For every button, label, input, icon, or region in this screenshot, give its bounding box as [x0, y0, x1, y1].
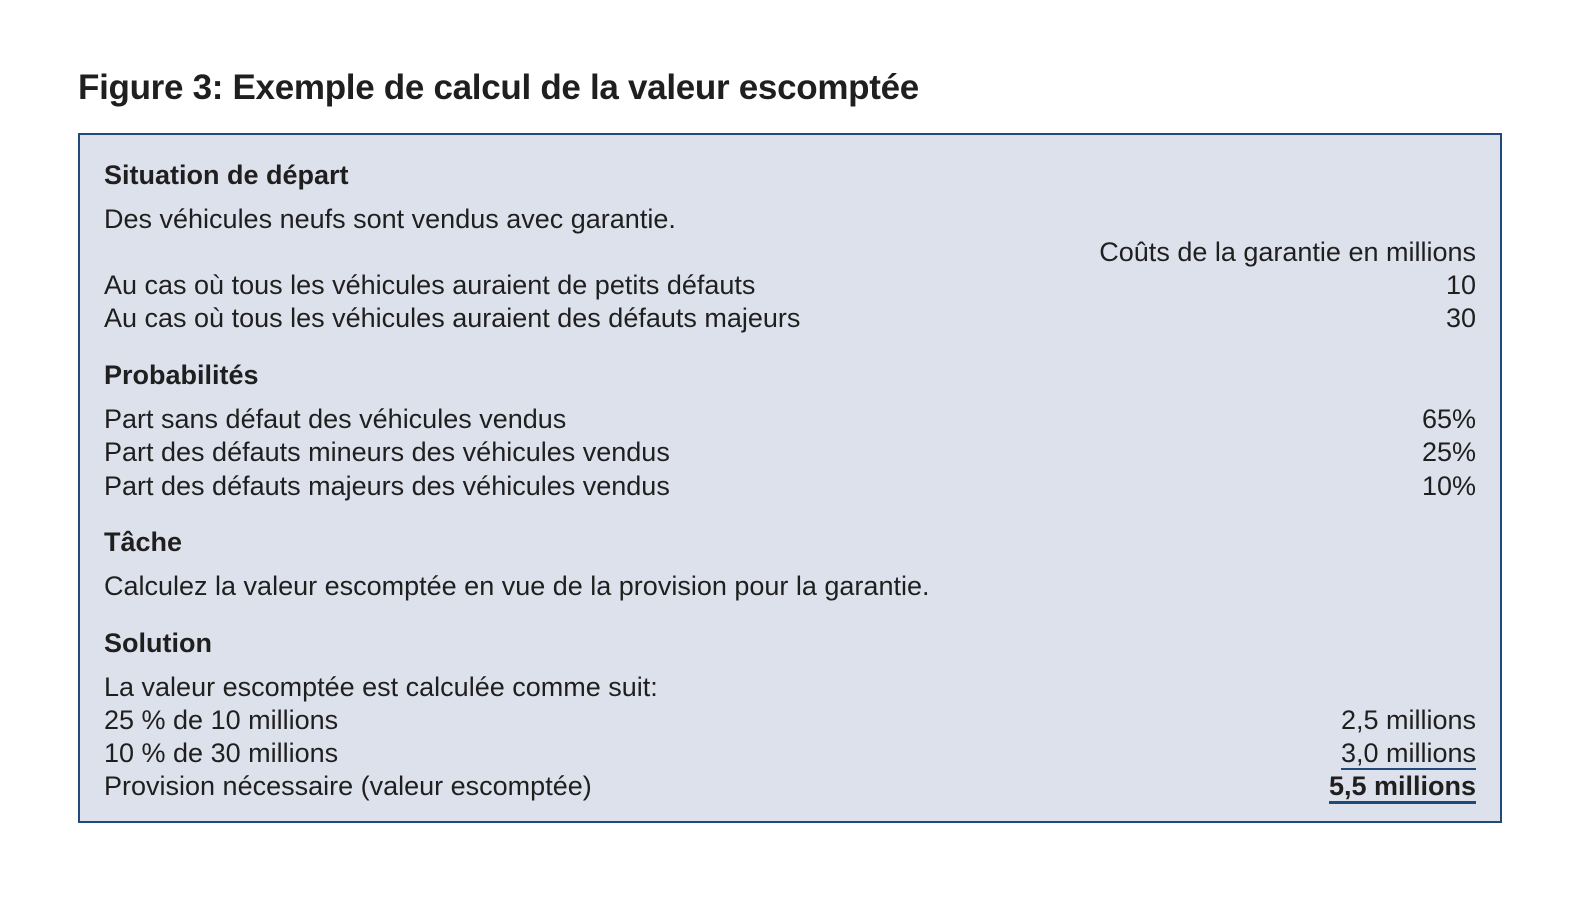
probability-row-label: Part des défauts mineurs des véhicules vendus — [104, 437, 670, 467]
start-row-label: Au cas où tous les véhicules auraient des défauts majeurs — [104, 303, 801, 333]
section-heading-start: Situation de départ — [104, 160, 349, 190]
solution-row-label: 10 % de 30 millions — [104, 738, 339, 768]
start-row-value: 10 — [1445, 270, 1476, 300]
solution-total-row — [104, 769, 1476, 803]
start-row — [104, 268, 1476, 302]
column-header: Coûts de la garantie en millions — [1099, 237, 1476, 267]
start-intro-text: Des véhicules neufs sont vendus avec garantie. — [104, 204, 676, 234]
probability-row-value: 10% — [1421, 471, 1476, 501]
calculation-panel — [78, 133, 1502, 823]
probability-row — [104, 402, 1476, 436]
start-row — [104, 301, 1476, 335]
solution-total-value: 5,5 millions — [1329, 771, 1476, 804]
start-row-value: 30 — [1445, 303, 1476, 333]
solution-row-value: 3,0 millions — [1340, 738, 1476, 768]
solution-row — [104, 703, 1476, 737]
solution-row — [104, 736, 1476, 770]
solution-row-value-wrap — [1341, 736, 1476, 770]
start-row-label: Au cas où tous les véhicules auraient de petits défauts — [104, 270, 756, 300]
start-intro-row — [104, 202, 1476, 236]
section-heading-solution: Solution — [104, 628, 212, 658]
figure-title: Figure 3: Exemple de calcul de la valeur escomptée — [78, 68, 919, 107]
section-heading-task: Tâche — [104, 527, 183, 557]
solution-intro-row — [104, 670, 1476, 704]
solution-row-value: 2,5 millions — [1340, 705, 1476, 735]
probability-row — [104, 469, 1476, 503]
probability-row-label: Part sans défaut des véhicules vendus — [104, 404, 567, 434]
task-row — [104, 569, 1476, 603]
task-text: Calculez la valeur escomptée en vue de la provision pour la garantie. — [104, 571, 930, 601]
section-heading-probabilities: Probabilités — [104, 360, 259, 390]
solution-row-label: 25 % de 10 millions — [104, 705, 339, 735]
solution-total-label: Provision nécessaire (valeur escomptée) — [104, 771, 592, 801]
start-column-header-row — [104, 235, 1476, 269]
probability-row — [104, 435, 1476, 469]
probability-row-value: 65% — [1421, 404, 1476, 434]
solution-total-value-wrap — [1329, 769, 1476, 804]
probability-row-label: Part des défauts majeurs des véhicules vendus — [104, 471, 670, 501]
solution-intro-text: La valeur escomptée est calculée comme suit: — [104, 672, 658, 702]
probability-row-value: 25% — [1421, 437, 1476, 467]
